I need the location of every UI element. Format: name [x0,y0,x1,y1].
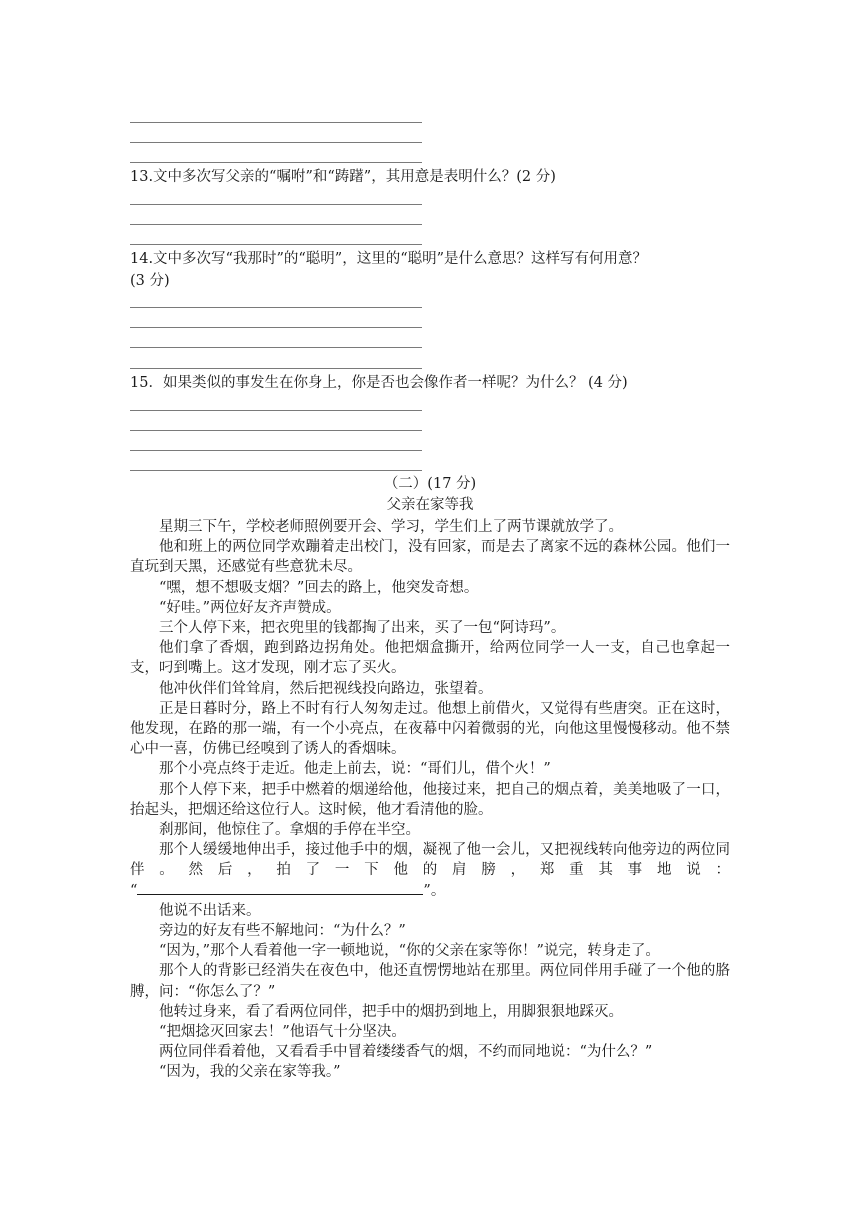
paragraph: 那个人停下来，把手中燃着的烟递给他，他接过来，把自己的烟点着，美美地吸了一口，抬起头，把烟还给这位行人。这时候，他才看清他的脸。 [130,781,730,818]
answer-line [130,204,422,205]
question-14-line2: (3 分) [130,273,170,289]
answer-line [130,244,422,245]
paragraph: 他和班上的两位同学欢蹦着走出校门，没有回家，而是去了离家不远的森林公园。他们一直玩到天黑，还感觉有些意犹未尽。 [130,539,730,576]
paragraph: 他们拿了香烟，跑到路边拐角处。他把烟盒撕开，给两位同学一人一支，自己也拿起一支，叼到嘴上。这才发现，刚才忘了买火。 [130,640,730,677]
paragraph: “把烟捻灭回家去！”他语气十分坚决。 [159,1024,406,1041]
paragraph: 两位同伴看着他，又看看手中冒着缕缕香气的烟，不约而同地说：“为什么？” [159,1044,653,1061]
quote-close: ”。 [423,882,446,899]
paragraph: 三个人停下来，把衣兜里的钱都掏了出来，买了一包“阿诗玛”。 [159,620,566,637]
paragraph: “嘿，想不想吸支烟？”回去的路上，他突发奇想。 [159,579,479,596]
paragraph: 那个小亮点终于走近。他走上前去，说：“哥们儿，借个火！” [159,761,551,778]
answer-line [130,162,422,163]
paragraph: 他冲伙伴们耸耸肩，然后把视线投向路边，张望着。 [159,680,493,697]
answer-line [130,450,422,451]
paragraph: 星期三下午，学校老师照例要开会、学习，学生们上了两节课就放学了。 [159,519,623,535]
answer-line [130,327,422,328]
paragraph: 他转过身来，看了看两位同伴，把手中的烟扔到地上，用脚狠狠地踩灭。 [159,1003,623,1020]
paragraph: “因为，我的父亲在家等我。” [159,1064,341,1081]
paragraph: “因为，”那个人看着他一字一顿地说，“你的父亲在家等你！”说完，转身走了。 [159,943,660,960]
fill-in-blank-quote [130,881,730,901]
answer-line [130,430,422,431]
paragraph: 那个人缓缓地伸出手，接过他手中的烟，凝视了他一会儿，又把视线转向他旁边的两位同伴。然后，拍了一下他的肩膀，郑重其事地说： [130,842,730,879]
question-15: 15．如果类似的事发生在你身上，你是否也会像作者一样呢？为什么？ (4 分) [130,375,628,391]
story-title: 父亲在家等我 [386,497,474,513]
paragraph: 那个人的背影已经消失在夜色中，他还直愣愣地站在那里。两位同伴用手碰了一个他的胳膊，问：“你怎么了？” [130,963,730,1000]
answer-line [130,410,422,411]
fill-in-blank[interactable] [137,882,423,895]
paragraph: “好哇。”两位好友齐声赞成。 [159,599,341,616]
section-heading: （二）(17 分) [383,476,477,492]
answer-line [130,368,422,369]
quote-open: “ [130,882,138,899]
answer-line [130,347,422,348]
paragraph: 刹那间，他惊住了。拿烟的手停在半空。 [159,822,420,839]
answer-line [130,142,422,143]
paragraph: 旁边的好友有些不解地问：“为什么？” [159,923,406,940]
question-13: 13.文中多次写父亲的“嘱咐”和“踌躇”，其用意是表明什么？(2 分) [130,169,556,185]
answer-line [130,307,422,308]
question-14 [130,248,730,292]
question-14-line1: 14.文中多次写“我那时”的“聪明”，这里的“聪明”是什么意思？这样写有何用意？ [130,251,648,267]
answer-line [130,122,422,123]
answer-line [130,470,422,471]
story-body [130,517,730,1083]
answer-line [130,224,422,225]
paragraph: 正是日暮时分，路上不时有行人匆匆走过。他想上前借火，又觉得有些唐突。正在这时，他发现，在路的那一端，有一个小亮点，在夜幕中闪着微弱的光，向他这里慢慢移动。他不禁心中一喜，仿佛已经嗅到了诱人的香烟味。 [130,700,730,758]
paragraph: 他说不出话来。 [159,902,261,919]
